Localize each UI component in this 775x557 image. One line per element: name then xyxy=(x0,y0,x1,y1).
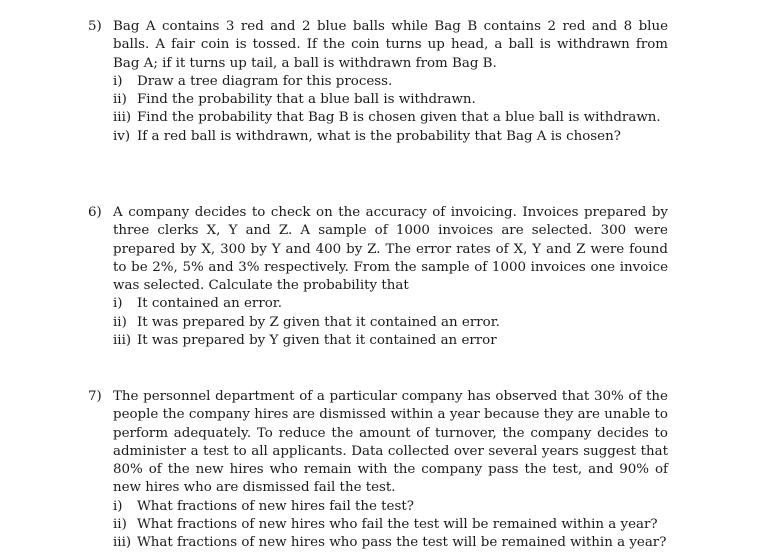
sub-question-text: If a red ball is withdrawn, what is the probability that Bag A is chosen? xyxy=(137,128,621,144)
sub-question-text: What fractions of new hires who fail the test will be remained within a year? xyxy=(137,517,658,533)
sub-question xyxy=(113,332,668,350)
sub-question-text: Find the probability that Bag B is chosen given that a blue ball is withdrawn. xyxy=(137,110,661,126)
question-text: A company decides to check on the accuracy of invoicing. Invoices prepared by three clerks X, Y and Z. A sample of 1000 invoices are selected. 300 were prepared by X, 300 by Y and 400 by Z. The error rates of X, Y and Z were found to be 2%, 5% and 3% respectively. From the sample of 1000 invoices one invoice was selected. Calculate the probability that xyxy=(113,205,668,294)
question-number: 5) xyxy=(88,19,102,34)
sub-question-text: Draw a tree diagram for this process. xyxy=(137,73,393,89)
sub-question-list xyxy=(113,498,668,553)
sub-question-list xyxy=(113,295,668,350)
sub-question-label: i) xyxy=(113,296,123,312)
question-number: 7) xyxy=(88,389,102,404)
sub-question-text: What fractions of new hires who pass the test will be remained within a year? xyxy=(137,535,667,551)
sub-question-text: It was prepared by Z given that it contained an error. xyxy=(137,314,500,330)
question-5 xyxy=(88,18,668,146)
sub-question-text: What fractions of new hires fail the test? xyxy=(137,498,414,514)
sub-question xyxy=(113,516,668,534)
sub-question-text: Find the probability that a blue ball is withdrawn. xyxy=(137,92,476,108)
question-7 xyxy=(88,388,668,553)
question-number: 6) xyxy=(88,205,102,220)
sub-question-label: iii) xyxy=(113,535,132,551)
sub-question-label: i) xyxy=(113,73,123,89)
sub-question-text: It was prepared by Y given that it contained an error xyxy=(137,333,497,349)
sub-question xyxy=(113,73,668,91)
sub-question-label: i) xyxy=(113,498,123,514)
sub-question-label: ii) xyxy=(113,314,127,330)
question-6 xyxy=(88,204,668,350)
sub-question xyxy=(113,314,668,332)
sub-question-list xyxy=(113,73,668,146)
sub-question-label: ii) xyxy=(113,517,127,533)
sub-question-label: iv) xyxy=(113,128,131,144)
sub-question xyxy=(113,91,668,109)
sub-question-label: iii) xyxy=(113,333,132,349)
sub-question-text: It contained an error. xyxy=(137,296,282,312)
sub-question xyxy=(113,295,668,313)
question-text: Bag A contains 3 red and 2 blue balls while Bag B contains 2 red and 8 blue balls. A fair coin is tossed. If the coin turns up head, a ball is withdrawn from Bag A; if it turns up tail, a ball is withdrawn from Bag B. xyxy=(113,19,668,71)
sub-question-label: ii) xyxy=(113,92,127,108)
sub-question xyxy=(113,109,668,127)
question-text: The personnel department of a particular company has observed that 30% of the people the company hires are dismissed within a year because they are unable to perform adequately. To reduce the amount of turnover, the company decides to administer a test to all applicants. Data collected over several years suggest that 80% of the new hires who remain with the company pass the test, and 90% of new hires who are dismissed fail the test. xyxy=(113,389,668,496)
sub-question-label: iii) xyxy=(113,110,132,126)
sub-question xyxy=(113,128,668,146)
sub-question xyxy=(113,498,668,516)
sub-question xyxy=(113,534,668,552)
